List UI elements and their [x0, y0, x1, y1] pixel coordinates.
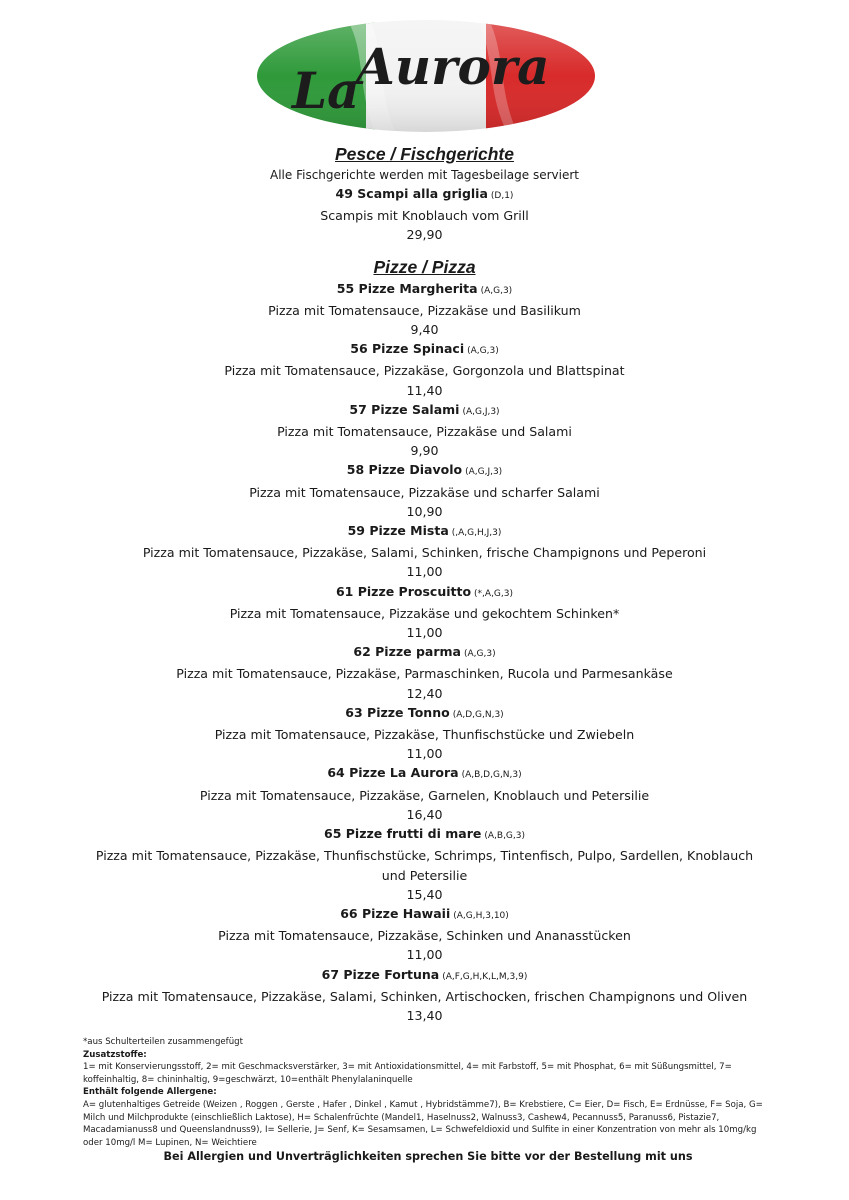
menu-item-title	[0, 184, 849, 206]
menu-item	[0, 703, 849, 764]
menu-item-description: Pizza mit Tomatensauce, Pizzakäse, Schinken und Ananasstücken	[218, 928, 631, 944]
menu-item	[0, 521, 849, 582]
menu-item-title	[0, 824, 849, 846]
menu-item-title	[0, 904, 849, 926]
menu-item-name: 58 Pizze Diavolo	[346, 462, 463, 478]
menu-item-allergens: (A,D,G,N,3)	[452, 709, 504, 720]
menu-item-description: Pizza mit Tomatensauce, Pizzakäse, Gorgonzola und Blattspinat	[224, 363, 625, 379]
menu-item-price: 9,90	[410, 443, 439, 459]
allergens-text: A= glutenhaltiges Getreide (Weizen , Roggen , Gerste , Hafer , Dinkel , Kamut , Hybridstämme7), B= Krebstiere, C= Eier, D= Fisch, E= Erdnüsse, F= Soja, G= Milch und Milchprodukte (einschließlich Laktose), H= Schalenfrüchte (Mandel1, Haselnuss2, Walnuss3, Cashew4, Pecannuss5, Paranuss6, Pistazie7, Macadamianuss8 und Queenslandnuss9), I= Sellerie, J= Senf, K= Sesamsamen, L= Schwefeldioxid und Sulfite in einer Konzentration von mehr als 10mg/kg oder 10mg/l M= Lupinen, N= Weichtiere	[83, 1099, 763, 1148]
menu-content	[0, 142, 849, 1025]
section-title: Pesce / Fischgerichte	[335, 144, 514, 164]
menu-item	[0, 642, 849, 703]
menu-item	[0, 965, 849, 1026]
menu-item-allergens: (A,B,D,G,N,3)	[461, 770, 522, 781]
menu-item-description: Pizza mit Tomatensauce, Pizzakäse und gekochtem Schinken*	[229, 605, 620, 621]
menu-item-description: Pizza mit Tomatensauce, Pizzakäse, Parmaschinken, Rucola und Parmesankäse	[176, 666, 673, 682]
menu-item-title	[0, 965, 849, 987]
menu-item-price: 15,40	[406, 886, 443, 902]
menu-item-price: 11,00	[406, 947, 443, 963]
menu-item-description: Pizza mit Tomatensauce, Pizzakäse und Basilikum	[268, 302, 581, 318]
menu-item-name: 61 Pizze Proscuitto	[335, 583, 472, 599]
allergy-notice: Bei Allergien und Unverträglichkeiten sprechen Sie bitte vor der Bestellung mit uns	[163, 1150, 693, 1164]
footer-legend	[83, 1036, 773, 1164]
menu-item-allergens: (*,A,G,3)	[474, 588, 514, 599]
menu-item-name: 66 Pizze Hawaii	[340, 905, 451, 921]
menu-item-description: Scampis mit Knoblauch vom Grill	[320, 208, 529, 224]
menu-item-price: 11,00	[406, 564, 443, 580]
menu-item-name: 49 Scampi alla griglia	[335, 186, 488, 201]
additives-text: 1= mit Konservierungsstoff, 2= mit Geschmacksverstärker, 3= mit Antioxidationsmittel, 4= mit Farbstoff, 5= mit Phosphat, 6= mit Süßungsmittel, 7= koffeinhaltig, 8= chininhaltig, 9=geschwärzt, 10=enthält Phenylalaninquelle	[83, 1062, 732, 1085]
menu-item-price: 10,90	[406, 503, 443, 519]
menu-item-allergens: (A,B,G,3)	[484, 831, 525, 842]
menu-item	[0, 582, 849, 643]
menu-item-allergens: (A,G,J,3)	[462, 406, 500, 417]
menu-item-title	[0, 460, 849, 482]
menu-item-allergens: (A,F,G,H,K,L,M,3,9)	[442, 971, 528, 982]
menu-item-price: 16,40	[406, 806, 443, 822]
section-note: Alle Fischgerichte werden mit Tagesbeilage serviert	[270, 168, 579, 182]
menu-section	[0, 142, 849, 245]
menu-item	[0, 460, 849, 521]
menu-item-price: 11,40	[406, 382, 443, 398]
menu-item-price: 29,90	[406, 227, 443, 243]
menu-item-allergens: (A,G,3)	[463, 649, 496, 660]
menu-item-name: 64 Pizze La Aurora	[327, 765, 459, 781]
footer-note: *aus Schulterteilen zusammengefügt	[83, 1037, 243, 1047]
menu-item-title	[0, 521, 849, 543]
menu-item-description: Pizza mit Tomatensauce, Pizzakäse und Salami	[277, 424, 572, 440]
menu-item-description: Pizza mit Tomatensauce, Pizzakäse, Garnelen, Knoblauch und Petersilie	[199, 787, 650, 803]
menu-item-title	[0, 582, 849, 604]
menu-section	[0, 255, 849, 1026]
additives-heading: Zusatzstoffe:	[83, 1049, 147, 1060]
menu-item-price: 13,40	[406, 1007, 443, 1023]
menu-item-price: 11,00	[406, 625, 443, 641]
menu-item-allergens: (A,G,H,3,10)	[453, 910, 509, 921]
menu-item-allergens: (D,1)	[490, 191, 514, 201]
menu-item-title	[0, 642, 849, 664]
menu-item-description: Pizza mit Tomatensauce, Pizzakäse, Salami, Schinken, Artischocken, frischen Champignons und Oliven	[101, 988, 748, 1004]
menu-item-allergens: (,A,G,H,J,3)	[451, 528, 502, 539]
menu-item	[0, 824, 849, 904]
menu-item-description: Pizza mit Tomatensauce, Pizzakäse, Thunfischstücke und Zwiebeln	[214, 727, 635, 743]
menu-item-allergens: (A,G,3)	[480, 285, 513, 296]
menu-item-name: 67 Pizze Fortuna	[321, 966, 440, 982]
menu-item	[0, 184, 849, 245]
section-title: Pizze / Pizza	[373, 256, 476, 277]
menu-item-price: 11,00	[406, 746, 443, 762]
menu-item-price: 9,40	[410, 322, 439, 338]
menu-item-name: 65 Pizze frutti di mare	[324, 826, 482, 842]
section-gap	[0, 245, 849, 255]
menu-item-title	[0, 763, 849, 785]
menu-item-description: Pizza mit Tomatensauce, Pizzakäse und scharfer Salami	[249, 484, 600, 500]
menu-item	[0, 339, 849, 400]
menu-item	[0, 279, 849, 340]
la-aurora-logo	[256, 18, 596, 134]
allergens-heading: Enthält folgende Allergene:	[83, 1087, 217, 1098]
menu-item-description: Pizza mit Tomatensauce, Pizzakäse, Thunfischstücke, Schrimps, Tintenfisch, Pulpo, Sardellen, Knoblauch und Petersilie	[95, 848, 754, 883]
menu-item-description: Pizza mit Tomatensauce, Pizzakäse, Salami, Schinken, frische Champignons und Peperoni	[142, 545, 707, 561]
menu-item	[0, 763, 849, 824]
menu-item-name: 62 Pizze parma	[353, 644, 461, 660]
menu-item-title	[0, 703, 849, 725]
menu-item-name: 55 Pizze Margherita	[336, 280, 478, 296]
menu-item-name: 59 Pizze Mista	[347, 523, 449, 539]
menu-item-name: 57 Pizze Salami	[349, 401, 460, 417]
menu-item-allergens: (A,G,J,3)	[465, 467, 503, 478]
logo-text-aurora: Aurora	[356, 37, 550, 96]
menu-item-title	[0, 400, 849, 422]
menu-item	[0, 904, 849, 965]
menu-item-title	[0, 279, 849, 301]
menu-item-allergens: (A,G,3)	[467, 346, 499, 357]
logo-text-la: La	[292, 61, 360, 120]
menu-item-price: 12,40	[406, 685, 443, 701]
menu-item-name: 63 Pizze Tonno	[345, 704, 450, 720]
menu-item-title	[0, 339, 849, 361]
menu-item-name: 56 Pizze Spinaci	[350, 341, 465, 357]
menu-item	[0, 400, 849, 461]
